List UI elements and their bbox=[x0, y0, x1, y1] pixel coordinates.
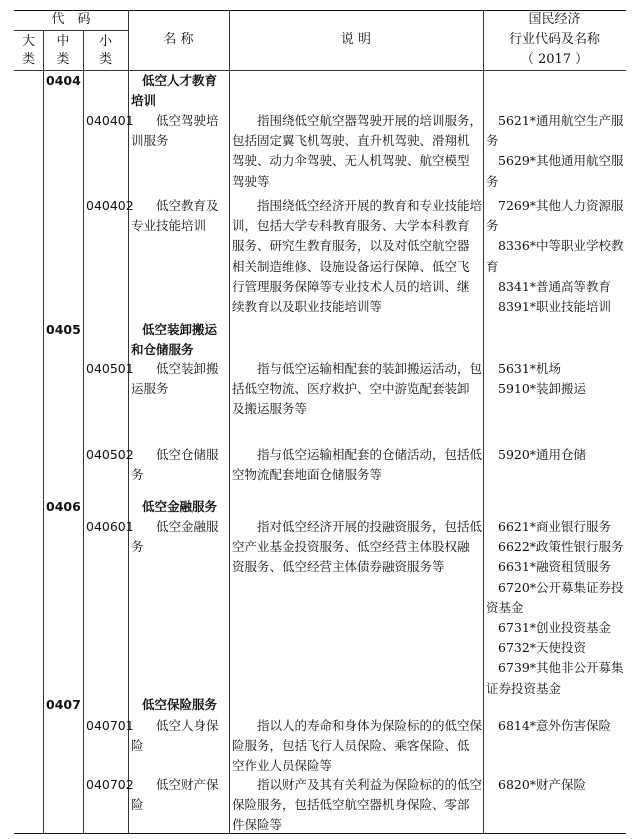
item-industry: 5631*机场 5910*装卸搬运 bbox=[498, 361, 587, 397]
group-name: 低空装卸搬运 和仓储服务 bbox=[131, 322, 218, 358]
item-code: 040502 bbox=[86, 447, 134, 462]
item-industry: 5920*通用仓储 bbox=[498, 447, 587, 462]
item-industry: 5621*通用航空生产服 务 5629*其他通用航空服 务 bbox=[486, 113, 624, 189]
item-description: 指围绕低空经济开展的教育和专业技能培 训，包括大学专科教育服务、大学本科教育 服务、研究生教育服务，以及对低空航空器 相关制造维修、设施设备运行保障、低空飞 行管理服务保障等专业技术人员的培训、继 续教育以及职业技能培训等 bbox=[232, 198, 483, 314]
header-name: 名 称 bbox=[163, 32, 194, 47]
item-name: 低空金融服 务 bbox=[131, 519, 219, 555]
item-code: 040401 bbox=[86, 113, 134, 128]
header-middle-2: 类 bbox=[56, 52, 70, 67]
header-description: 说 明 bbox=[340, 32, 372, 47]
item-name: 低空仓储服 务 bbox=[131, 447, 219, 483]
col-divider-1 bbox=[43, 30, 44, 833]
item-industry: 6621*商业银行服务 6622*政策性银行服务 6631*融资租赁服务 6720*公开募集证券投 资基金 6731*创业投资基金 6732*天使投资 6739*其他非公开募集 证券投资基金 bbox=[486, 519, 624, 696]
item-name: 低空财产保 险 bbox=[131, 777, 219, 813]
item-name: 低空驾驶培 训服务 bbox=[131, 113, 219, 149]
group-code: 0405 bbox=[46, 322, 81, 337]
item-description: 指围绕低空航空器驾驶开展的培训服务， 包括固定翼飞机驾驶、直升机驾驶、滑翔机 驾驶、动力伞驾驶、无人机驾驶、航空模型 驾驶等 bbox=[232, 113, 483, 189]
item-name: 低空人身保 险 bbox=[131, 718, 219, 754]
item-name: 低空装卸搬 运服务 bbox=[131, 361, 219, 397]
group-code: 0406 bbox=[46, 499, 81, 514]
col-divider-4 bbox=[229, 10, 230, 833]
col-divider-2 bbox=[83, 30, 84, 833]
group-name: 低空人才教育 培训 bbox=[131, 73, 218, 109]
item-description: 指以人的寿命和身体为保险标的的低空保 险服务，包括飞行人员保险、乘客保险、低 空作业人员保险等 bbox=[232, 718, 483, 774]
item-description: 指对低空经济开展的投融资服务，包括低 空产业基金投资服务、低空经营主体股权融 资服务、低空经营主体债券融资服务等 bbox=[232, 519, 483, 575]
group-name: 低空金融服务 bbox=[142, 499, 218, 514]
header-minor-1: 小 bbox=[98, 34, 112, 49]
group-name: 低空保险服务 bbox=[142, 697, 218, 712]
item-description: 指与低空运输相配套的仓储活动，包括低 空物流配套地面仓储服务等 bbox=[232, 447, 483, 483]
col-divider-5 bbox=[483, 10, 484, 833]
header-industry-3: （ 2017 ） bbox=[520, 52, 589, 67]
item-industry: 7269*其他人力资源服 务 8336*中等职业学校教 育 8341*普通高等教育 8391*职业技能培训 bbox=[486, 198, 624, 314]
item-industry: 6814*意外伤害保险 bbox=[498, 718, 612, 733]
header-code: 代 码 bbox=[51, 12, 91, 27]
group-code: 0404 bbox=[46, 73, 81, 88]
item-description: 指以财产及其有关利益为保险标的的低空 保险服务，包括低空航空器机身保险、零部 件保险等 bbox=[232, 777, 483, 833]
header-minor-2: 类 bbox=[98, 52, 112, 67]
item-code: 040501 bbox=[86, 361, 134, 376]
item-description: 指与低空运输相配套的装卸搬运活动，包 括低空物流、医疗救护、空中游览配套装卸 及搬运服务等 bbox=[232, 361, 483, 417]
header-middle-1: 中 bbox=[56, 34, 70, 49]
header-major-1: 大 bbox=[21, 34, 35, 49]
header-industry-1: 国民经济 bbox=[528, 12, 581, 27]
col-divider-3 bbox=[128, 10, 129, 833]
item-code: 040701 bbox=[86, 718, 134, 733]
item-name: 低空教育及 专业技能培训 bbox=[131, 198, 219, 234]
group-code: 0407 bbox=[46, 697, 81, 712]
item-industry: 6820*财产保险 bbox=[498, 777, 587, 792]
item-code: 040702 bbox=[86, 777, 134, 792]
header-major-2: 类 bbox=[21, 52, 35, 67]
item-code: 040601 bbox=[86, 519, 134, 534]
header-industry-2: 行业代码及名称 bbox=[508, 32, 600, 47]
item-code: 040402 bbox=[86, 198, 134, 213]
